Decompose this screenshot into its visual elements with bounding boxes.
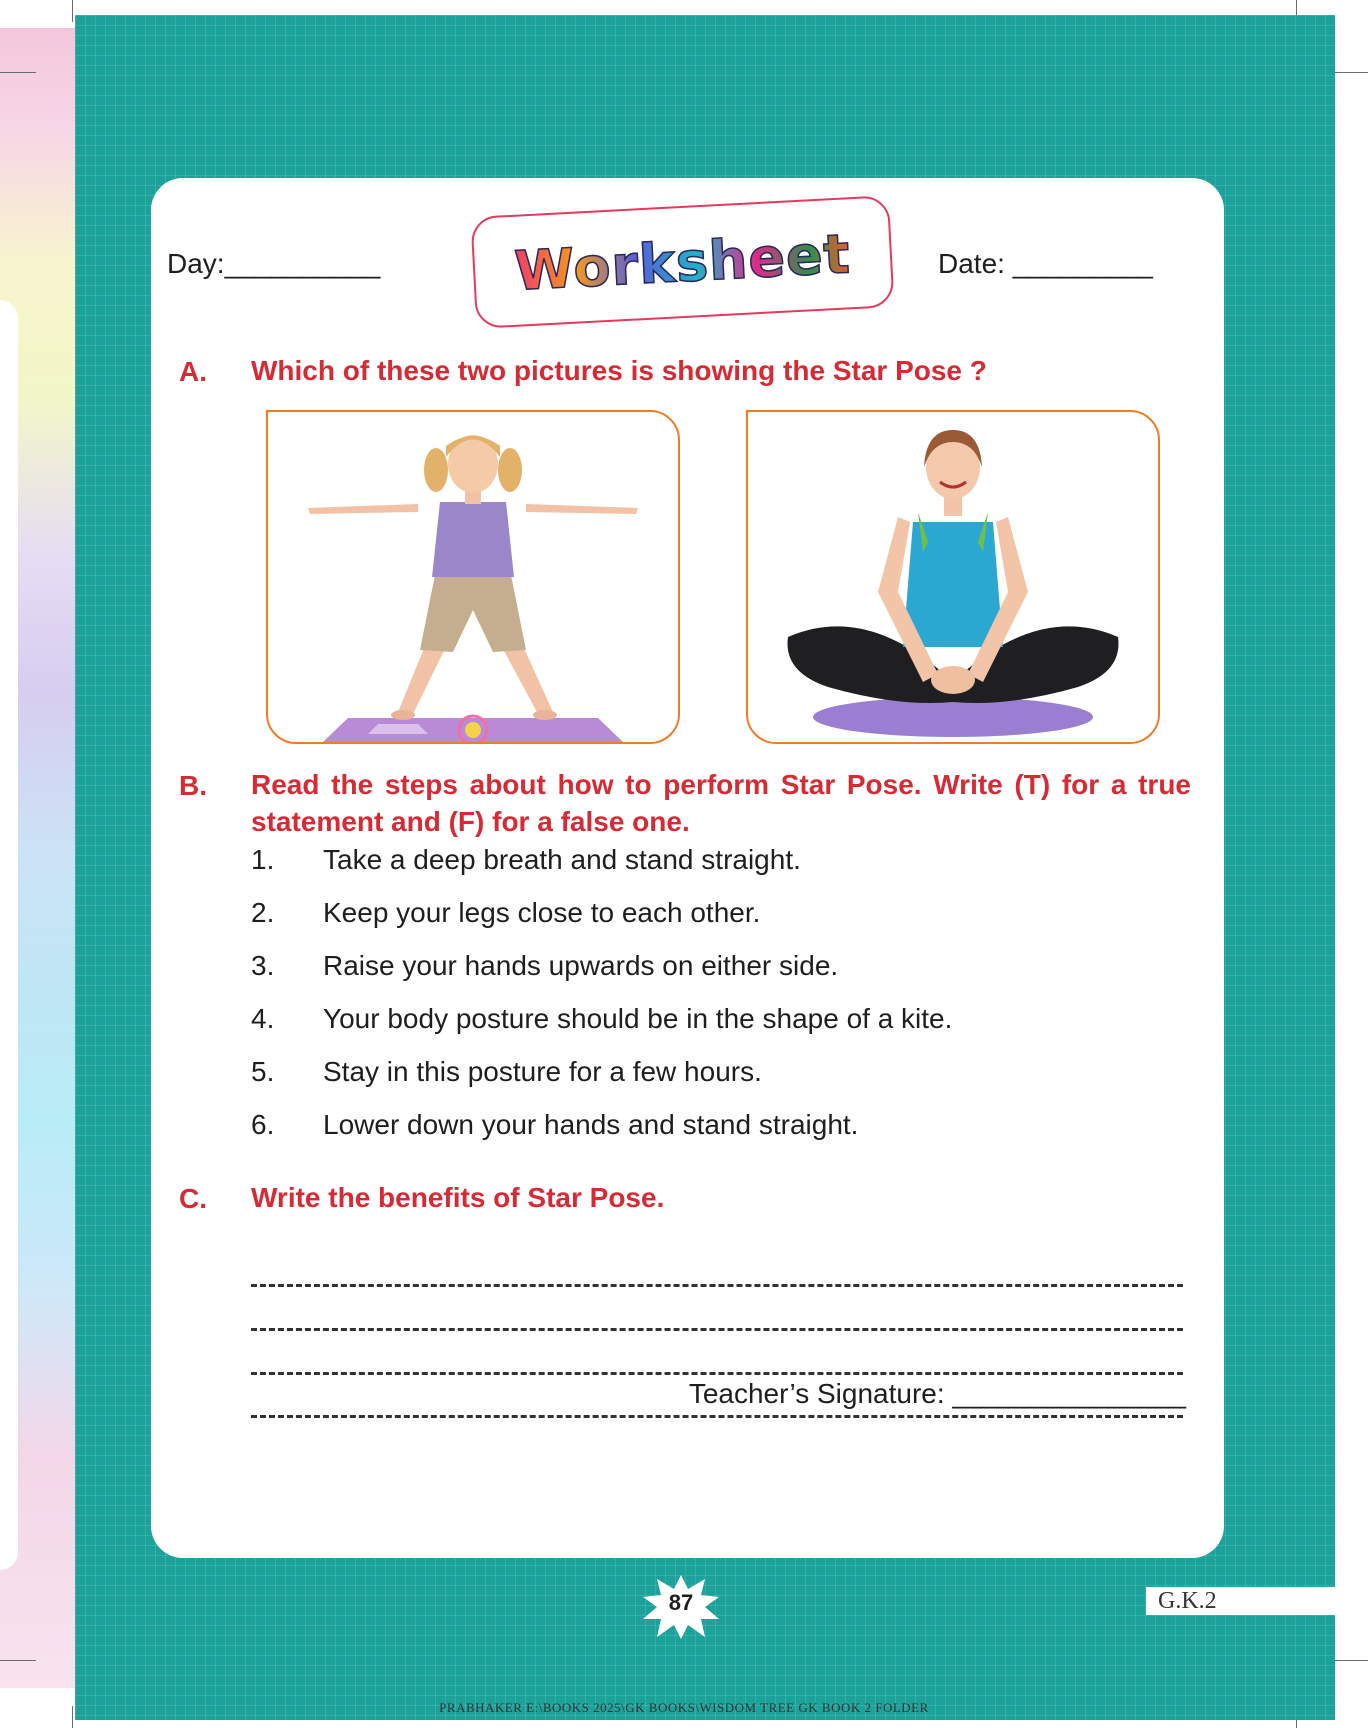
section-a-question: Which of these two pictures is showing the Star Pose ? <box>251 355 987 386</box>
teacher-signature-field[interactable]: Teacher’s Signature: _______________ <box>688 1378 1186 1409</box>
section-b-question-line1: Read the steps about how to perform Star Pose. Write (T) for a true <box>251 769 1191 800</box>
crop-mark <box>1332 1660 1368 1661</box>
woman-sitting-pose-illustration <box>748 412 1158 742</box>
statement-number: 3. <box>251 950 275 981</box>
statement-4 <box>251 999 1151 1039</box>
worksheet-title-badge <box>470 195 894 329</box>
star-pose-photo[interactable] <box>266 410 680 744</box>
worksheet-card <box>151 178 1224 1558</box>
statement-text: Lower down your hands and stand straight. <box>323 1109 859 1140</box>
statement-number: 2. <box>251 897 275 928</box>
print-footer: PRABHAKER E:\BOOKS 2025\GK BOOKS\WISDOM TREE GK BOOK 2 FOLDER <box>439 1700 929 1715</box>
statement-3 <box>251 946 1151 986</box>
statement-text: Your body posture should be in the shape of a kite. <box>323 1003 953 1034</box>
adjacent-page-edge <box>0 300 18 1570</box>
statement-6 <box>251 1105 1151 1145</box>
statement-number: 5. <box>251 1056 275 1087</box>
page-number: 87 <box>668 1590 694 1615</box>
crop-mark <box>72 0 73 22</box>
section-a-label: A. <box>179 356 207 387</box>
crop-mark <box>0 72 36 73</box>
girl-star-pose-illustration <box>268 412 678 742</box>
statement-number: 1. <box>251 844 275 875</box>
crop-mark <box>1332 72 1368 73</box>
statement-5 <box>251 1052 1151 1092</box>
answer-line[interactable] <box>251 1328 1183 1331</box>
crop-mark <box>0 1660 36 1661</box>
day-field[interactable]: Day:__________ <box>167 248 381 279</box>
section-c-label: C. <box>179 1183 207 1214</box>
section-b-label: B. <box>179 770 207 801</box>
answer-line[interactable] <box>251 1372 1183 1375</box>
statement-number: 4. <box>251 1003 275 1034</box>
statement-number: 6. <box>251 1109 275 1140</box>
answer-line[interactable] <box>251 1284 1183 1287</box>
statement-text: Stay in this posture for a few hours. <box>323 1056 762 1087</box>
statement-text: Keep your legs close to each other. <box>323 897 761 928</box>
section-b-question-line2: statement and (F) for a false one. <box>251 806 690 837</box>
statement-text: Raise your hands upwards on either side. <box>323 950 839 981</box>
date-field[interactable]: Date: _________ <box>938 248 1153 279</box>
book-code-label: G.K.2 <box>1146 1587 1346 1615</box>
statement-1 <box>251 840 1151 880</box>
worksheet-title: Worksheet <box>513 221 852 303</box>
butterfly-pose-photo[interactable] <box>746 410 1160 744</box>
answer-line[interactable] <box>251 1415 1183 1418</box>
section-b-question <box>251 766 1191 840</box>
statement-text: Take a deep breath and stand straight. <box>323 844 801 875</box>
statement-2 <box>251 893 1151 933</box>
section-c-question: Write the benefits of Star Pose. <box>251 1182 665 1213</box>
